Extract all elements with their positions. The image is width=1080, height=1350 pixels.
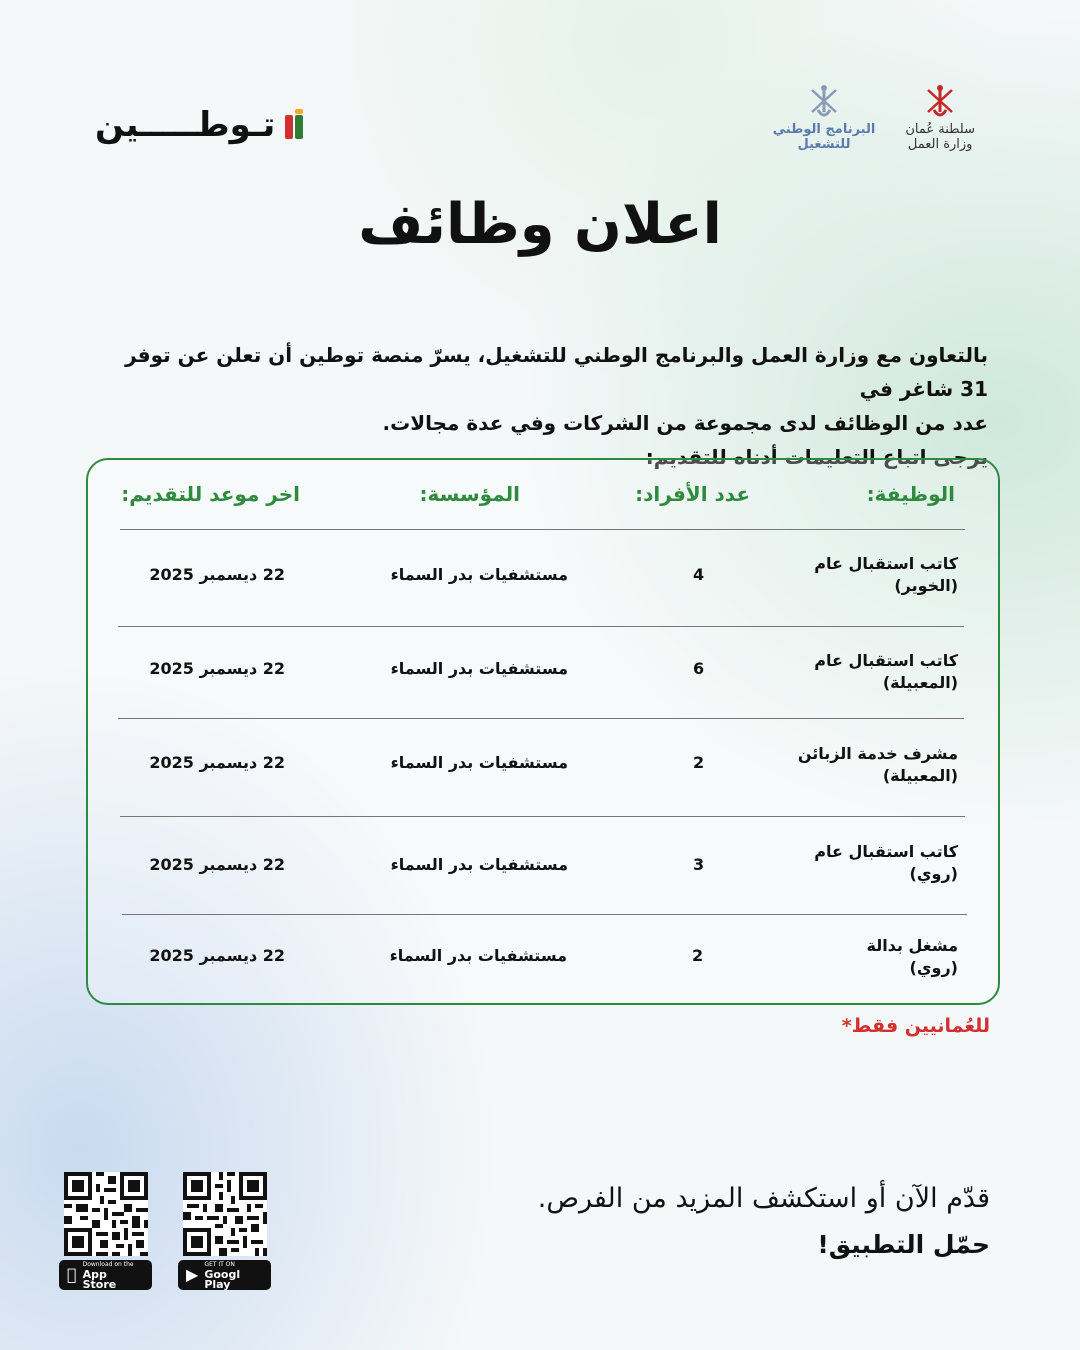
page-title: اعلان وظائف xyxy=(358,192,722,257)
row-divider xyxy=(118,718,964,719)
job-title-cell xyxy=(866,935,958,979)
job-location: (المعبيلة) xyxy=(882,766,958,785)
job-title-cell xyxy=(814,650,958,694)
job-institution-cell: مستشفيات بدر السماء xyxy=(390,855,568,874)
program-logo-line1: البرنامج الوطني xyxy=(772,122,876,137)
job-deadline-cell: 22 ديسمبر 2025 xyxy=(149,565,285,584)
job-count-cell: 6 xyxy=(693,659,705,678)
app-store-small-label: Download on the xyxy=(73,1266,124,1273)
ministry-logo-line2: وزارة العمل xyxy=(907,137,973,152)
job-count-cell: 4 xyxy=(693,565,705,584)
job-name: كاتب استقبال عام xyxy=(814,651,958,670)
jobs-table-card xyxy=(86,458,1000,1005)
program-logo-line2: للتشغيل xyxy=(797,137,851,152)
header-job: الوظيفة: xyxy=(866,482,955,506)
job-name: مشغل بدالة xyxy=(866,936,958,955)
row-divider xyxy=(118,626,964,627)
program-logo xyxy=(773,82,876,152)
google-play-qr-code[interactable] xyxy=(183,1172,267,1256)
row-divider xyxy=(120,816,965,817)
job-title-cell xyxy=(814,553,958,597)
job-location: (المعبيلة) xyxy=(882,673,958,692)
header-count: عدد الأفراد: xyxy=(635,482,750,506)
row-divider xyxy=(120,529,965,530)
job-institution-cell: مستشفيات بدر السماء xyxy=(390,659,568,678)
job-deadline-cell: 22 ديسمبر 2025 xyxy=(149,855,285,874)
oman-emblem-icon xyxy=(922,82,958,122)
row-divider xyxy=(122,914,967,915)
app-store-label: App Store xyxy=(73,1273,135,1286)
ministry-logo-line1: سلطنة عُمان xyxy=(905,122,975,137)
play-icon: ▶ xyxy=(186,1265,199,1284)
job-count-cell: 2 xyxy=(693,753,705,772)
app-store-qr-code[interactable] xyxy=(64,1172,148,1256)
tawteen-logo xyxy=(95,105,307,145)
app-store-button[interactable] xyxy=(59,1260,152,1290)
intro-line-3: يرجى اتباع التعليمات أدناه للتقديم: xyxy=(645,445,988,469)
intro-line-1: بالتعاون مع وزارة العمل والبرنامج الوطني للتشغيل، يسرّ منصة توطين أن تعلن عن توفر 31 شاغر في xyxy=(125,343,988,401)
tawteen-logo-icon xyxy=(281,109,307,141)
khanjar-emblem-icon xyxy=(806,82,842,122)
intro-line-2: عدد من الوظائف لدى مجموعة من الشركات وفي عدة مجالات. xyxy=(382,411,988,435)
job-count-cell: 2 xyxy=(692,946,704,965)
job-name: كاتب استقبال عام xyxy=(814,554,958,573)
apple-icon xyxy=(67,1267,77,1283)
job-count-cell: 3 xyxy=(693,855,705,874)
job-title-cell xyxy=(814,841,958,885)
google-play-small-label: GET IT ON xyxy=(204,1261,235,1268)
job-deadline-cell: 22 ديسمبر 2025 xyxy=(149,753,285,772)
google-play-label: Googl Play xyxy=(204,1268,241,1291)
job-deadline-cell: 22 ديسمبر 2025 xyxy=(149,946,285,965)
job-institution-cell: مستشفيات بدر السماء xyxy=(389,946,567,965)
job-name: كاتب استقبال عام xyxy=(814,842,958,861)
job-name: مشرف خدمة الزبائن xyxy=(797,744,958,763)
job-institution-cell: مستشفيات بدر السماء xyxy=(390,753,568,772)
job-institution-cell: مستشفيات بدر السماء xyxy=(390,565,568,584)
omanis-only-note: للعُمانيين فقط* xyxy=(841,1015,990,1037)
intro-paragraph xyxy=(118,338,988,474)
google-play-button[interactable] xyxy=(178,1260,271,1290)
download-app-text: حمّل التطبيق! xyxy=(817,1230,990,1259)
job-title-cell xyxy=(798,743,958,787)
job-location: (روي) xyxy=(909,958,958,977)
ministry-logo xyxy=(905,82,975,152)
job-location: (الخوير) xyxy=(894,576,958,595)
tawteen-logo-text: تـوطـــــين xyxy=(95,105,276,145)
government-logos xyxy=(773,82,975,152)
cta-text: قدّم الآن أو استكشف المزيد من الفرص. xyxy=(537,1183,990,1214)
header-deadline: اخر موعد للتقديم: xyxy=(121,482,300,506)
job-location: (روي) xyxy=(909,864,958,883)
job-deadline-cell: 22 ديسمبر 2025 xyxy=(149,659,285,678)
header-institution: المؤسسة: xyxy=(419,482,520,506)
